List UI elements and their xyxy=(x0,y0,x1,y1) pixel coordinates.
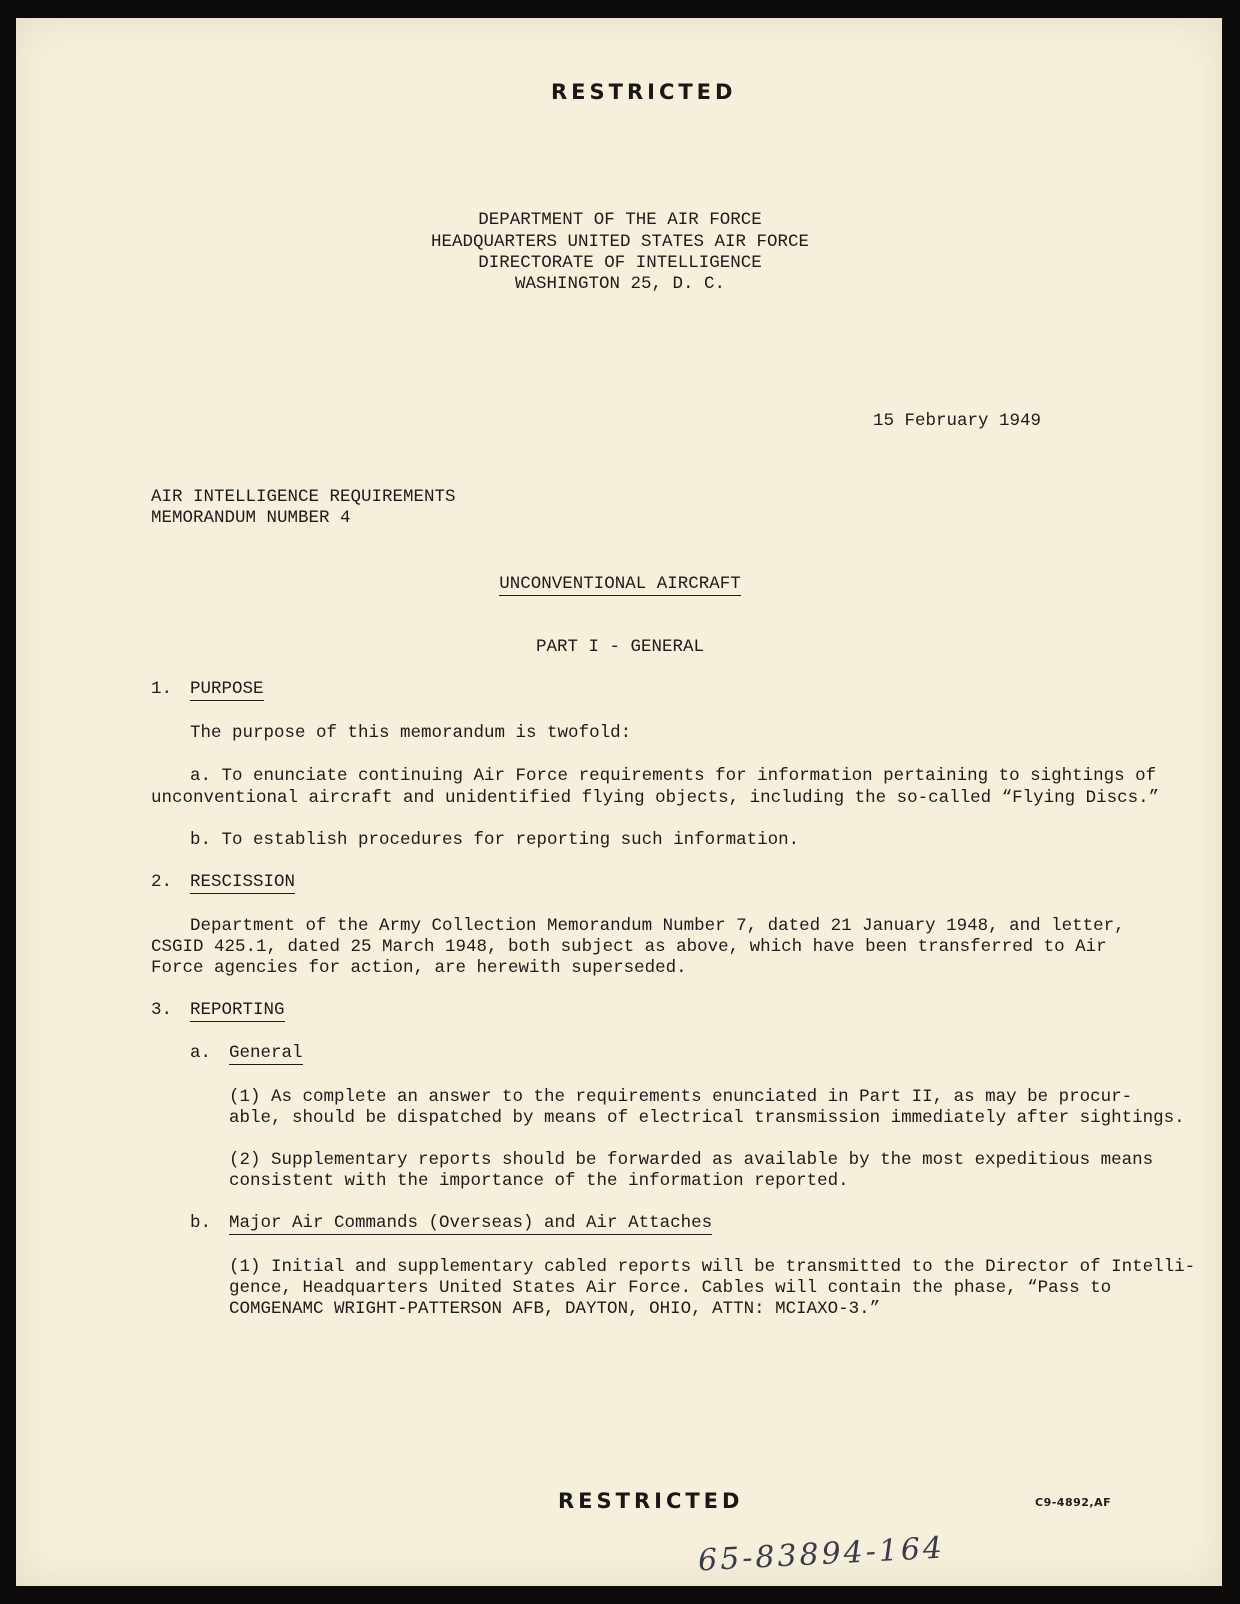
section-1-intro: The purpose of this memorandum is twofold: xyxy=(190,723,632,743)
section-2-number: 2. xyxy=(151,872,173,892)
memo-title-line2: MEMORANDUM NUMBER 4 xyxy=(151,508,351,528)
handwritten-file-number: 65-83894-164 xyxy=(697,1530,946,1579)
section-3a2-line1: (2) Supplementary reports should be forwarded as available by the most expeditious means xyxy=(229,1150,1154,1170)
section-3a1-line1: (1) As complete an answer to the requirements enunciated in Part II, as may be procur- xyxy=(229,1087,1133,1107)
letterhead-line-directorate: DIRECTORATE OF INTELLIGENCE xyxy=(478,253,762,273)
section-3a1-line2: able, should be dispatched by means of electrical transmission immediately after sightings. xyxy=(229,1108,1185,1128)
section-1-number: 1. xyxy=(151,679,173,699)
section-2-line1: Department of the Army Collection Memorandum Number 7, dated 21 January 1948, and letter, xyxy=(190,916,1125,936)
section-3b-label: b. xyxy=(190,1213,212,1233)
section-1-a-line1: a. To enunciate continuing Air Force requirements for information pertaining to sightings of xyxy=(190,766,1157,786)
section-2-heading: RESCISSION xyxy=(190,872,296,892)
letterhead-line-address: WASHINGTON 25, D. C. xyxy=(514,274,726,294)
section-1-a-line2: unconventional aircraft and unidentified flying objects, including the so-called “Flying Discs.” xyxy=(151,788,1160,808)
part-heading: PART I - GENERAL xyxy=(535,637,705,657)
memo-subject: UNCONVENTIONAL AIRCRAFT xyxy=(499,574,741,594)
section-3b1-line1: (1) Initial and supplementary cabled reports will be transmitted to the Director of Intelli- xyxy=(229,1257,1196,1277)
memo-title-line1: AIR INTELLIGENCE REQUIREMENTS xyxy=(151,487,456,507)
section-3-number: 3. xyxy=(151,1000,173,1020)
section-1-b: b. To establish procedures for reporting such information. xyxy=(190,830,800,850)
letterhead-line-headquarters: HEADQUARTERS UNITED STATES AIR FORCE xyxy=(430,232,810,252)
classification-stamp-bottom: RESTRICTED xyxy=(558,1489,744,1513)
section-3b1-line2: gence, Headquarters United States Air Force. Cables will contain the phase, “Pass to xyxy=(229,1278,1112,1298)
classification-stamp-top: RESTRICTED xyxy=(551,80,737,104)
section-2-line2: CSGID 425.1, dated 25 March 1948, both subject as above, which have been transferred to Air xyxy=(151,937,1107,957)
section-2-line3: Force agencies for action, are herewith superseded. xyxy=(151,958,687,978)
form-code: C9-4892,AF xyxy=(1035,1496,1112,1509)
section-3a2-line2: consistent with the importance of the information reported. xyxy=(229,1171,849,1191)
section-3a-heading: General xyxy=(229,1043,303,1063)
document-date: 15 February 1949 xyxy=(873,411,1042,431)
section-3b1-line3: COMGENAMC WRIGHT-PATTERSON AFB, DAYTON, OHIO, ATTN: MCIAXO-3.” xyxy=(229,1299,881,1319)
section-3a-label: a. xyxy=(190,1043,212,1063)
letterhead-line-department: DEPARTMENT OF THE AIR FORCE xyxy=(478,210,762,230)
section-3b-heading: Major Air Commands (Overseas) and Air Attaches xyxy=(229,1213,713,1233)
section-1-heading: PURPOSE xyxy=(190,679,264,699)
section-3-heading: REPORTING xyxy=(190,1000,285,1020)
